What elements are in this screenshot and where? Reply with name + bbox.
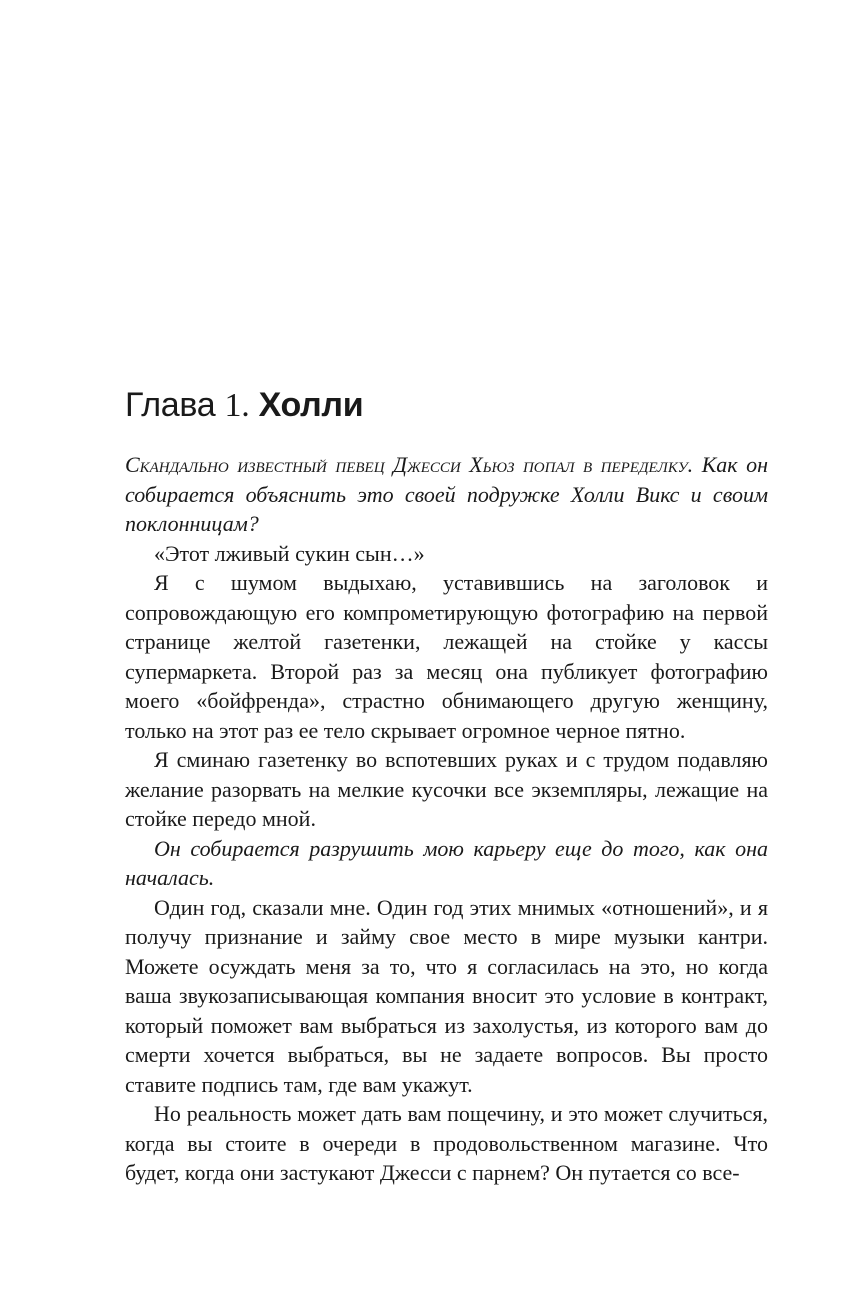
- chapter-name: Холли: [258, 386, 364, 424]
- chapter-label: Глава: [125, 386, 216, 424]
- paragraph-2: Я с шумом выдыхаю, уставившись на заголовок и сопровождающую его компрометирующую фотографию на первой странице желтой газетенки, лежащей на стойке у кассы супермаркета. Второй раз за месяц она публикует фотографию моего «бойфренда», страстно обнимающего другую женщину, только на этот раз ее тело скрывает огромное черное пятно.: [125, 570, 768, 743]
- epigraph-smallcaps: Скандально известный певец Джесси Хьюз попал в переделку.: [125, 452, 694, 477]
- chapter-body: [125, 450, 768, 1188]
- epigraph-rest: Как он собирается объяснить это своей подружке Холли Викс и своим поклонницам?: [125, 452, 768, 536]
- paragraph-3: Я сминаю газетенку во вспотевших руках и с трудом подавляю желание разорвать на мелкие кусочки все экземпляры, лежащие на стойке передо мной.: [125, 747, 768, 831]
- paragraph-6: Но реальность может дать вам пощечину, и это может случиться, когда вы стоите в очереди в продовольственном магазине. Что будет, когда они застукают Джесси с парнем? Он путается со все-: [125, 1101, 768, 1185]
- paragraph-1: «Этот лживый сукин сын…»: [154, 540, 425, 566]
- chapter-number: 1.: [224, 387, 250, 424]
- chapter-title: [125, 378, 363, 433]
- paragraph-5: Один год, сказали мне. Один год этих мнимых «отношений», и я получу признание и займу свое место в мире музыки кантри. Можете осуждать меня за то, что я согласилась на это, но когда ваша звукозаписывающая компания вносит это условие в контракт, который поможет вам выбраться из захолустья, из которого вам до смерти хочется выбраться, вы не задаете вопросов. Вы просто ставите подпись там, где вам укажут.: [125, 894, 768, 1097]
- paragraph-4-italic: Он собирается разрушить мою карьеру еще до того, как она началась.: [125, 835, 768, 890]
- chapter-epigraph: [125, 450, 768, 539]
